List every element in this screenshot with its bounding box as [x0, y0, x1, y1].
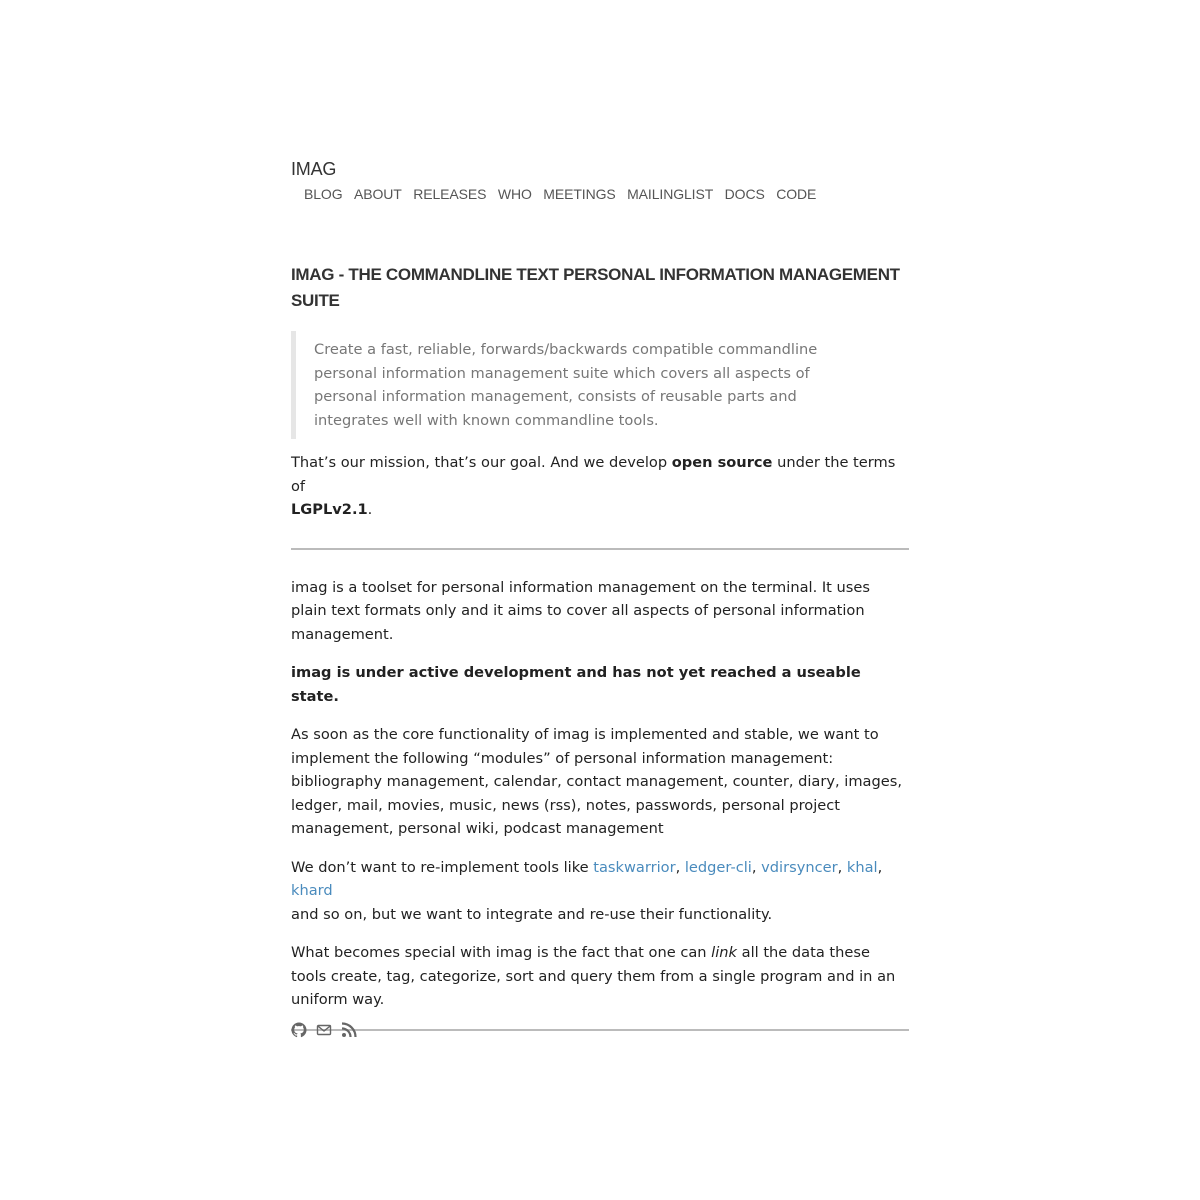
- nav-item-code[interactable]: CODE: [776, 186, 817, 202]
- intro-paragraph: imag is a toolset for personal information management on the terminal. It uses plain text formats only and it aims to cover all aspects of personal information management.: [291, 578, 870, 643]
- separator: ,: [675, 858, 685, 876]
- separator: ,: [751, 858, 762, 876]
- nav-item-blog[interactable]: BLOG: [304, 186, 343, 202]
- license-label: LGPLv2.1: [291, 501, 368, 518]
- link-vdirsyncer[interactable]: vdirsyncer: [761, 858, 838, 876]
- link-text-before: What becomes special with imag is the fact that one can: [291, 944, 712, 961]
- rss-icon[interactable]: [341, 1021, 357, 1039]
- mission-quote: Create a fast, reliable, forwards/backwards compatible commandline personal information management suite which covers all aspects of personal information management, consists of reusable parts and integrates well with known commandline tools.: [291, 331, 834, 439]
- page-title: IMAG - THE COMMANDLINE TEXT PERSONAL INFORMATION MANAGEMENT SUITE: [291, 265, 900, 310]
- mission-text-middle: under the terms of: [291, 454, 896, 495]
- divider: [291, 548, 909, 550]
- mission-text-before: That’s our mission, that’s our goal. And we develop: [291, 454, 672, 471]
- mail-icon[interactable]: [316, 1021, 332, 1039]
- separator: ,: [837, 858, 847, 876]
- link-paragraph: [291, 941, 909, 1012]
- separator: ,: [877, 858, 883, 876]
- open-source-label: open source: [671, 454, 773, 471]
- status-warning: imag is under active development and has not yet reached a useable state.: [291, 664, 861, 705]
- link-text-after: all the data these tools create, tag, categorize, sort and query them from a single program and in an uniform way.: [291, 944, 896, 1008]
- link-khal[interactable]: khal: [846, 858, 878, 876]
- site-title[interactable]: IMAG: [291, 159, 337, 179]
- nav-item-docs[interactable]: DOCS: [724, 186, 765, 202]
- mission-paragraph: [291, 451, 909, 522]
- link-taskwarrior[interactable]: taskwarrior: [593, 858, 676, 876]
- link-ledger-cli[interactable]: ledger-cli: [684, 858, 752, 876]
- main-nav: [304, 184, 909, 204]
- nav-item-releases[interactable]: RELEASES: [413, 186, 487, 202]
- modules-paragraph: As soon as the core functionality of imag is implemented and stable, we want to implement the following “modules” of personal information management: bibliography management, calendar, contact management, counter, diary, images, ledger, mail, movies, music, news (rss), notes, passwords, personal project management, personal wiki, podcast management: [291, 726, 902, 837]
- link-khard[interactable]: khard: [291, 882, 333, 899]
- footer-social: [291, 1021, 357, 1039]
- github-icon[interactable]: [291, 1021, 307, 1039]
- nav-item-about[interactable]: ABOUT: [354, 186, 402, 202]
- tools-paragraph: [291, 856, 909, 927]
- tools-text-after: and so on, but we want to integrate and re-use their functionality.: [291, 905, 773, 923]
- link-emphasis: link: [711, 944, 737, 961]
- nav-item-mailinglist[interactable]: MAILINGLIST: [627, 186, 714, 202]
- mission-text-after: .: [367, 501, 373, 518]
- nav-item-meetings[interactable]: MEETINGS: [543, 186, 616, 202]
- tools-text-before: We don’t want to re-implement tools like: [291, 858, 594, 876]
- divider: [291, 1029, 909, 1031]
- nav-item-who[interactable]: WHO: [497, 186, 532, 202]
- page-container: [291, 158, 909, 1031]
